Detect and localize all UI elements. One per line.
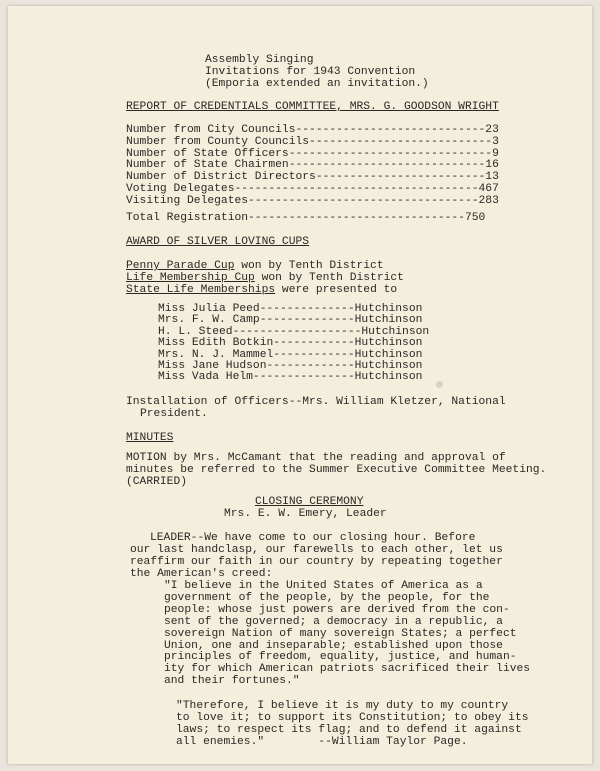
awards-heading: AWARD OF SILVER LOVING CUPS	[126, 236, 310, 248]
intro-line: our last handclasp, our farewells to each other, let us	[130, 544, 503, 556]
recipient-row: Miss Edith Botkin------------Hutchinson	[158, 337, 423, 350]
intro-line: the American's creed:	[130, 568, 273, 580]
closing-leader: Mrs. E. W. Emery, Leader	[224, 508, 387, 520]
minutes-line-1: MOTION by Mrs. McCamant that the reading and approval of	[126, 452, 506, 464]
minutes-heading: MINUTES	[126, 432, 174, 444]
creed-line: ity for which American patriots sacrificed their lives	[164, 663, 531, 676]
life-membership-cup: Life Membership Cup	[126, 272, 255, 284]
creed-line: government of the people, by the people, for the	[164, 591, 490, 604]
creed-line: principles of freedom, equality, justice, and human-	[164, 651, 517, 664]
penny-parade-cup: Penny Parade Cup	[126, 260, 235, 272]
recipient-row: Miss Vada Helm---------------Hutchinson	[158, 371, 423, 384]
creed-line: "I believe in the United States of America as a	[164, 580, 483, 592]
installation-line: Installation of Officers--Mrs. William Kletzer, National	[126, 396, 506, 408]
creed-line: people: whose just powers are derived from the con-	[164, 603, 510, 616]
recipient-row: Mrs. F. W. Camp--------------Hutchinson	[158, 314, 423, 327]
penny-parade-line	[126, 260, 384, 272]
recipient-row: H. L. Steed-------------------Hutchinson	[158, 325, 430, 338]
creed-line: Union, one and inseparable; established upon those	[164, 639, 503, 652]
recipient-row: Miss Jane Hudson-------------Hutchinson	[158, 360, 423, 372]
credentials-row: Visiting Delegates----------------------------------283	[126, 194, 499, 207]
paper-mark	[436, 381, 443, 388]
credentials-row: Number of District Directors-------------------------13	[126, 171, 499, 184]
credentials-row: Number of State Officers------------------------------9	[126, 147, 499, 160]
creed-line: sovereign Nation of many sovereign States; a perfect	[164, 627, 517, 640]
penny-parade-rest: won by Tenth District	[234, 260, 384, 272]
state-life-memberships: State Life Memberships	[126, 284, 276, 296]
agenda-line-singing: Assembly Singing	[205, 54, 314, 66]
credentials-row: Number from City Councils----------------------------23	[126, 124, 499, 136]
life-membership-rest: won by Tenth District	[254, 272, 404, 284]
state-life-rest: were presented to	[275, 284, 398, 296]
recipient-row: Miss Julia Peed--------------Hutchinson	[158, 303, 423, 315]
credentials-row: Number from County Councils---------------------------3	[126, 135, 499, 148]
total-registration: Total Registration--------------------------------750	[126, 212, 486, 224]
duty-line: all enemies." --William Taylor Page.	[176, 735, 468, 748]
duty-line: to love it; to support its Constitution; to obey its	[176, 711, 529, 724]
life-membership-line	[126, 272, 404, 284]
agenda-line-emporia: (Emporia extended an invitation.)	[205, 78, 429, 90]
installation-line-2: President.	[140, 408, 208, 420]
creed-line: and their fortunes."	[164, 675, 300, 688]
closing-heading: CLOSING CEREMONY	[255, 496, 364, 508]
minutes-line-2: minutes be referred to the Summer Executive Committee Meeting.	[126, 464, 547, 476]
minutes-carried: (CARRIED)	[126, 476, 188, 488]
duty-line: laws; to respect its flag; and to defend it against	[176, 723, 522, 736]
credentials-heading: REPORT OF CREDENTIALS COMMITTEE, MRS. G. GOODSON WRIGHT	[126, 101, 499, 113]
recipient-row: Mrs. N. J. Mammel------------Hutchinson	[158, 348, 423, 361]
credentials-row: Voting Delegates------------------------------------467	[126, 183, 499, 195]
agenda-line-invitations: Invitations for 1943 Convention	[205, 66, 416, 78]
intro-line: LEADER--We have come to our closing hour. Before	[150, 532, 476, 544]
intro-line: reaffirm our faith in our country by repeating together	[130, 556, 503, 568]
credentials-row: Number of State Chairmen-----------------------------16	[126, 159, 499, 172]
creed-line: sent of the governed; a democracy in a republic, a	[164, 615, 503, 628]
state-life-line	[126, 284, 397, 296]
duty-line: "Therefore, I believe it is my duty to my country	[176, 700, 509, 712]
